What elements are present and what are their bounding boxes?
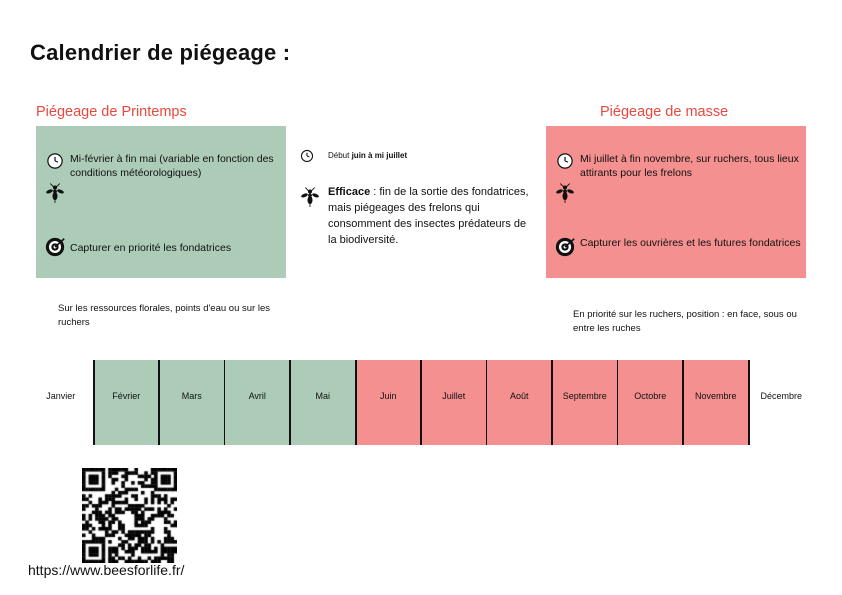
timeline-month-label: Septembre [562, 391, 607, 401]
timeline-month-label: Juin [379, 391, 397, 401]
hornet-icon [555, 182, 575, 204]
spring-period-row [40, 152, 282, 204]
spring-period-text: Mi-février à fin mai (variable en fonction des conditions météorologiques) [70, 153, 274, 180]
target-icon [554, 236, 576, 258]
mass-panel [546, 126, 806, 278]
center-efficacy-text [328, 185, 535, 249]
hornet-icon [300, 186, 320, 208]
spring-goal-text: Capturer en priorité les fondatrices [70, 242, 232, 254]
mass-goal-row [550, 236, 802, 258]
mass-section-heading: Piégeage de masse [600, 104, 729, 120]
timeline-tick [224, 360, 226, 445]
center-efficacy-row [300, 185, 535, 249]
timeline-tick [682, 360, 684, 445]
timeline-month-label: Avril [248, 391, 266, 401]
timeline-month-label: Février [112, 391, 141, 401]
mass-period-text: Mi juillet à fin novembre, sur ruchers, tous lieux attirants pour les frelons [580, 153, 799, 180]
center-efficacy-label: Efficace [328, 186, 371, 198]
spring-period-icons [40, 152, 70, 204]
timeline-month-label: Octobre [634, 391, 667, 401]
timeline-month-label: Juillet [442, 391, 466, 401]
clock-icon [300, 149, 314, 163]
center-period-icon [300, 148, 328, 163]
clock-icon [46, 152, 64, 170]
timeline-tick [617, 360, 619, 445]
timeline-month-label: Mars [181, 391, 202, 401]
timeline-tick [355, 360, 357, 445]
center-period-prefix: Début [328, 151, 352, 160]
spring-section-heading: Piégeage de Printemps [36, 104, 187, 120]
timeline-month-label: Novembre [694, 391, 737, 401]
timeline-month-label: Mai [315, 391, 330, 401]
spring-goal-row [40, 236, 282, 258]
note-left: Sur les ressources florales, points d'eau ou sur les ruchers [58, 303, 270, 328]
timeline-tick [289, 360, 291, 445]
target-icon [44, 236, 66, 258]
mass-goal-text: Capturer les ouvrières et les futures fondatrices [580, 237, 801, 249]
hornet-icon [45, 182, 65, 204]
center-efficacy-body: : fin de la sortie des fondatrices, mais piégeages des frelons qui consomment des insectes prédateurs de la biodiversité. [328, 186, 529, 246]
mass-goal-icons [550, 236, 580, 258]
website-url: https://www.beesforlife.fr/ [28, 562, 185, 578]
qr-code [82, 468, 177, 563]
center-efficacy-icon [300, 185, 328, 208]
timeline-tick [420, 360, 422, 445]
timeline-tick [93, 360, 95, 445]
clock-icon [556, 152, 574, 170]
spring-panel [36, 126, 286, 278]
timeline-tick [486, 360, 488, 445]
timeline-tick [158, 360, 160, 445]
timeline-tick [551, 360, 553, 445]
timeline-month-label: Août [509, 391, 529, 401]
timeline-tick [748, 360, 750, 445]
timeline-month-label: Janvier [46, 391, 76, 401]
timeline [28, 360, 814, 445]
center-period-text [328, 148, 407, 161]
mass-period-icons [550, 152, 580, 204]
center-period-row [300, 148, 535, 163]
note-right: En priorité sur les ruchers, position : en face, sous ou entre les ruches [573, 309, 797, 334]
mass-period-row [550, 152, 802, 204]
page-title: Calendrier de piégeage : [30, 40, 291, 65]
spring-goal-icons [40, 236, 70, 258]
center-block [300, 148, 535, 259]
center-period-bold: juin à mi juillet [351, 151, 408, 160]
timeline-month-label: Décembre [760, 391, 802, 401]
